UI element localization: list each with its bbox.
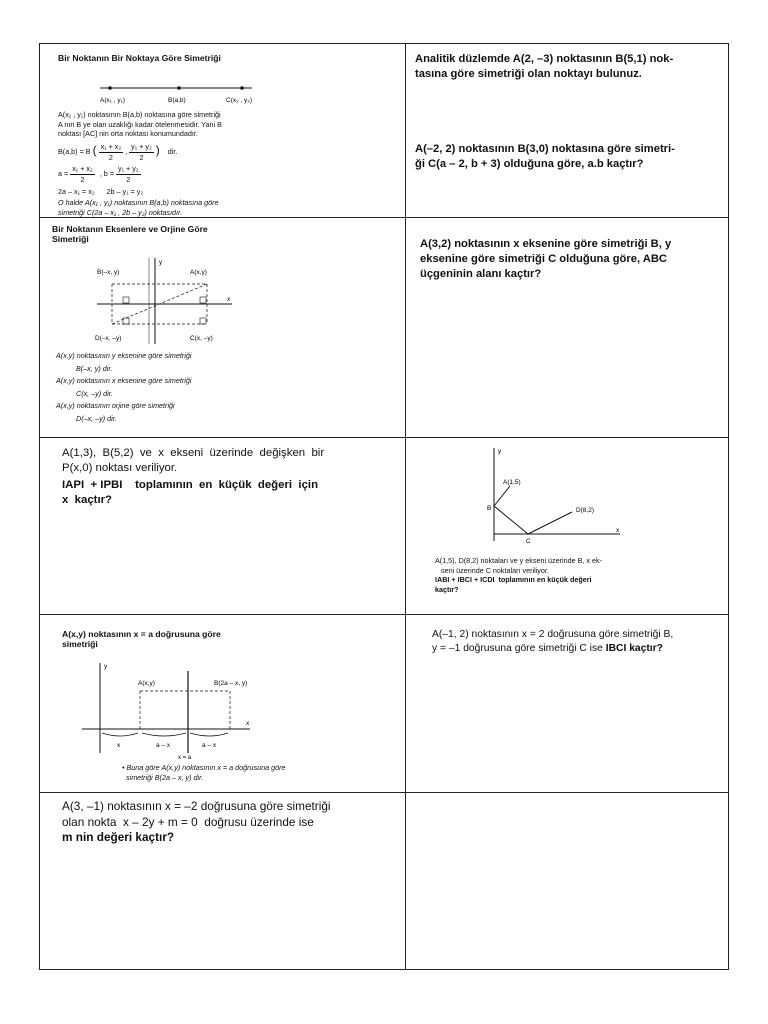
point-a <box>108 86 112 90</box>
conclusion-line: simetriği B(2a – x, y) dir. <box>126 772 204 782</box>
frac-den: 2 <box>80 174 85 184</box>
text-line: A nın B ye olan uzaklığı kadar ötelenmesidir. Yani B <box>58 119 222 129</box>
question-7 <box>62 799 397 846</box>
question-line: m nin değeri kaçtır? <box>62 830 175 844</box>
label-a: A(x₁ , y₁) <box>100 97 125 104</box>
row-divider <box>40 217 728 218</box>
question-line: A(3,2) noktasının x eksenine göre simetriği B, y <box>420 238 672 250</box>
question-line: y = –1 doğrusuna göre simetriği C ise <box>432 642 603 654</box>
question-line: Analitik düzlemde A(2, –3) noktasının B(5,1) nok- <box>415 53 674 65</box>
question-1 <box>415 52 725 82</box>
equation-line: 2a – x₁ = x₂ 2b – y₁ = y₂ <box>58 187 144 196</box>
section-title <box>52 224 397 244</box>
label-d: D(–x, –y) <box>95 335 122 342</box>
question-line: A(–2, 2) noktasının B(3,0) noktasına göre simetri- <box>415 143 675 155</box>
brace-label: x <box>117 742 121 749</box>
row-divider <box>40 792 728 793</box>
rule-text: A(x,y) noktasının y eksenine göre simetriği <box>56 351 192 360</box>
title-line: simetriği <box>62 639 98 649</box>
brace-label: a – x <box>202 742 217 749</box>
question-line: üçgeninin alanı kaçtır? <box>420 268 542 280</box>
rule-result: D(–x, –y) dir. <box>76 413 117 423</box>
label-x-axis: x <box>227 296 231 303</box>
row-divider <box>40 437 728 438</box>
formula-lhs: B(a,b) = B <box>58 146 91 156</box>
text-line: A(x₁ , y₁) noktasının B(a,b) noktasına göre simetriği <box>58 110 221 119</box>
worksheet-table <box>39 43 729 970</box>
label-b: B(2a – x, y) <box>214 680 248 687</box>
question-line: kaçtır? <box>435 584 459 594</box>
frac-den: 2 <box>126 174 131 184</box>
question-6 <box>432 628 727 655</box>
section-title: Bir Noktanın Bir Noktaya Göre Simetriği <box>58 53 221 63</box>
label-a: A(x,y) <box>138 680 155 687</box>
question-line: A(1,5), D(8,2) noktaları ve y ekseni üzerinde B, x ek- <box>435 556 602 565</box>
question-ask: IBCI kaçtır? <box>605 642 663 654</box>
title-line: Simetriği <box>52 234 89 244</box>
label-y-axis: y <box>159 259 163 266</box>
label-c: C(x, –y) <box>190 335 213 342</box>
label-y-axis: y <box>498 448 502 455</box>
axis-symmetry-diagram <box>92 256 242 346</box>
label-c: C <box>526 538 531 545</box>
label-c: C(x₂ , y₂) <box>226 97 252 104</box>
frac-num: y₁ + y₂ <box>118 164 139 173</box>
section-title <box>62 629 397 649</box>
question-cell-5 <box>430 446 725 611</box>
rule-result: C(x, –y) dir. <box>76 388 113 398</box>
question-cell-3 <box>420 237 725 357</box>
row-divider <box>40 614 728 615</box>
column-divider <box>405 44 406 969</box>
section-point-symmetry <box>52 50 397 215</box>
label-x-axis: x <box>246 720 250 727</box>
question-line: IABI + IBCI + ICDI toplamının en küçük değeri <box>435 575 592 584</box>
formula-midpoint: B(a,b) = B ( $\frac{\text{x₁ + x₂}}{2}$ , $\frac{\text{y₁ + y₂}}{2}$ ) dir. <box>58 142 178 162</box>
question-cell-4 <box>62 446 397 611</box>
section-axis-symmetry <box>52 224 397 434</box>
question-line: seni üzerinde C noktaları veriliyor. <box>441 565 549 575</box>
b-lhs: , b = <box>99 168 114 178</box>
point-c <box>240 86 244 90</box>
formula-tail: dir. <box>167 146 178 156</box>
label-b: B(–x, y) <box>97 269 120 276</box>
label-d: D(8,2) <box>576 507 595 514</box>
brace-label: a – x <box>156 742 171 749</box>
label-y-axis: y <box>104 663 108 670</box>
frac-num: y₁ + y₂ <box>131 142 152 151</box>
question-cell-6 <box>432 628 727 688</box>
conclusion-line: • Buna göre A(x,y) noktasının x = a doğrusuna göre <box>122 763 286 772</box>
path-diagram <box>487 446 630 546</box>
rule-text: A(x,y) noktasının x eksenine göre simetriği <box>56 376 192 385</box>
rule-text: A(x,y) noktasının orjine göre simetriği <box>56 401 175 410</box>
question-line: tasına göre simetriği olan noktayı bulunuz. <box>415 68 642 80</box>
label-b: B(a,b) <box>168 97 186 104</box>
frac-den: 2 <box>108 152 113 162</box>
title-line: A(x,y) noktasının x = a doğrusuna göre <box>62 629 221 639</box>
frac-num: x₁ + x₂ <box>100 142 122 151</box>
line-symmetry-diagram <box>80 661 270 761</box>
conclusion-line: simetriği C(2a – x₁ , 2b – y₂) noktasıdır. <box>58 207 183 217</box>
text-line: noktası [AC] nin orta noktası konumundadır. <box>58 129 198 138</box>
question-line: P(x,0) noktası veriliyor. <box>62 462 178 474</box>
title-line: Bir Noktanın Eksenlere ve Orjine Göre <box>52 224 208 234</box>
question-line: A(1,3), B(5,2) ve x ekseni üzerinde değişken bir <box>62 447 325 459</box>
rule-result: B(–x, y) dir. <box>76 363 113 373</box>
section-line-symmetry <box>62 629 397 789</box>
question-line: olan nokta x – 2y + m = 0 doğrusu üzerinde ise <box>62 814 314 829</box>
frac-den: 2 <box>139 152 144 162</box>
a-lhs: a = <box>58 168 69 178</box>
conclusion-line: O halde A(x₁ , y₁) noktasının B(a,b) noktasına göre <box>58 198 219 207</box>
question-line: x kaçtır? <box>62 494 113 506</box>
question-line: IAPI + IPBI toplamının en küçük değeri için <box>62 479 319 491</box>
line-label: x = a <box>178 755 192 761</box>
segment-diagram <box>92 78 262 104</box>
question-line: ği C(a – 2, b + 3) olduğuna göre, a.b kaçtır? <box>415 158 644 170</box>
question-3 <box>420 237 725 282</box>
question-line: A(–1, 2) noktasının x = 2 doğrusuna göre simetriği B, <box>432 629 674 640</box>
label-b: B <box>487 505 492 512</box>
formula-ab <box>58 164 141 184</box>
question-line: A(3, –1) noktasının x = –2 doğrusuna göre simetriği <box>62 799 331 813</box>
question-cell-7 <box>62 799 397 919</box>
question-4 <box>62 446 397 508</box>
question-cell-1 <box>415 52 725 212</box>
frac-num: x₁ + x₂ <box>72 164 93 173</box>
label-a: A(1,5) <box>503 479 521 486</box>
label-a: A(x,y) <box>190 269 207 276</box>
question-line: eksenine göre simetriği C olduğuna göre, ABC <box>420 253 667 265</box>
point-b <box>177 86 181 90</box>
question-2 <box>415 142 675 172</box>
label-x-axis: x <box>616 527 620 534</box>
